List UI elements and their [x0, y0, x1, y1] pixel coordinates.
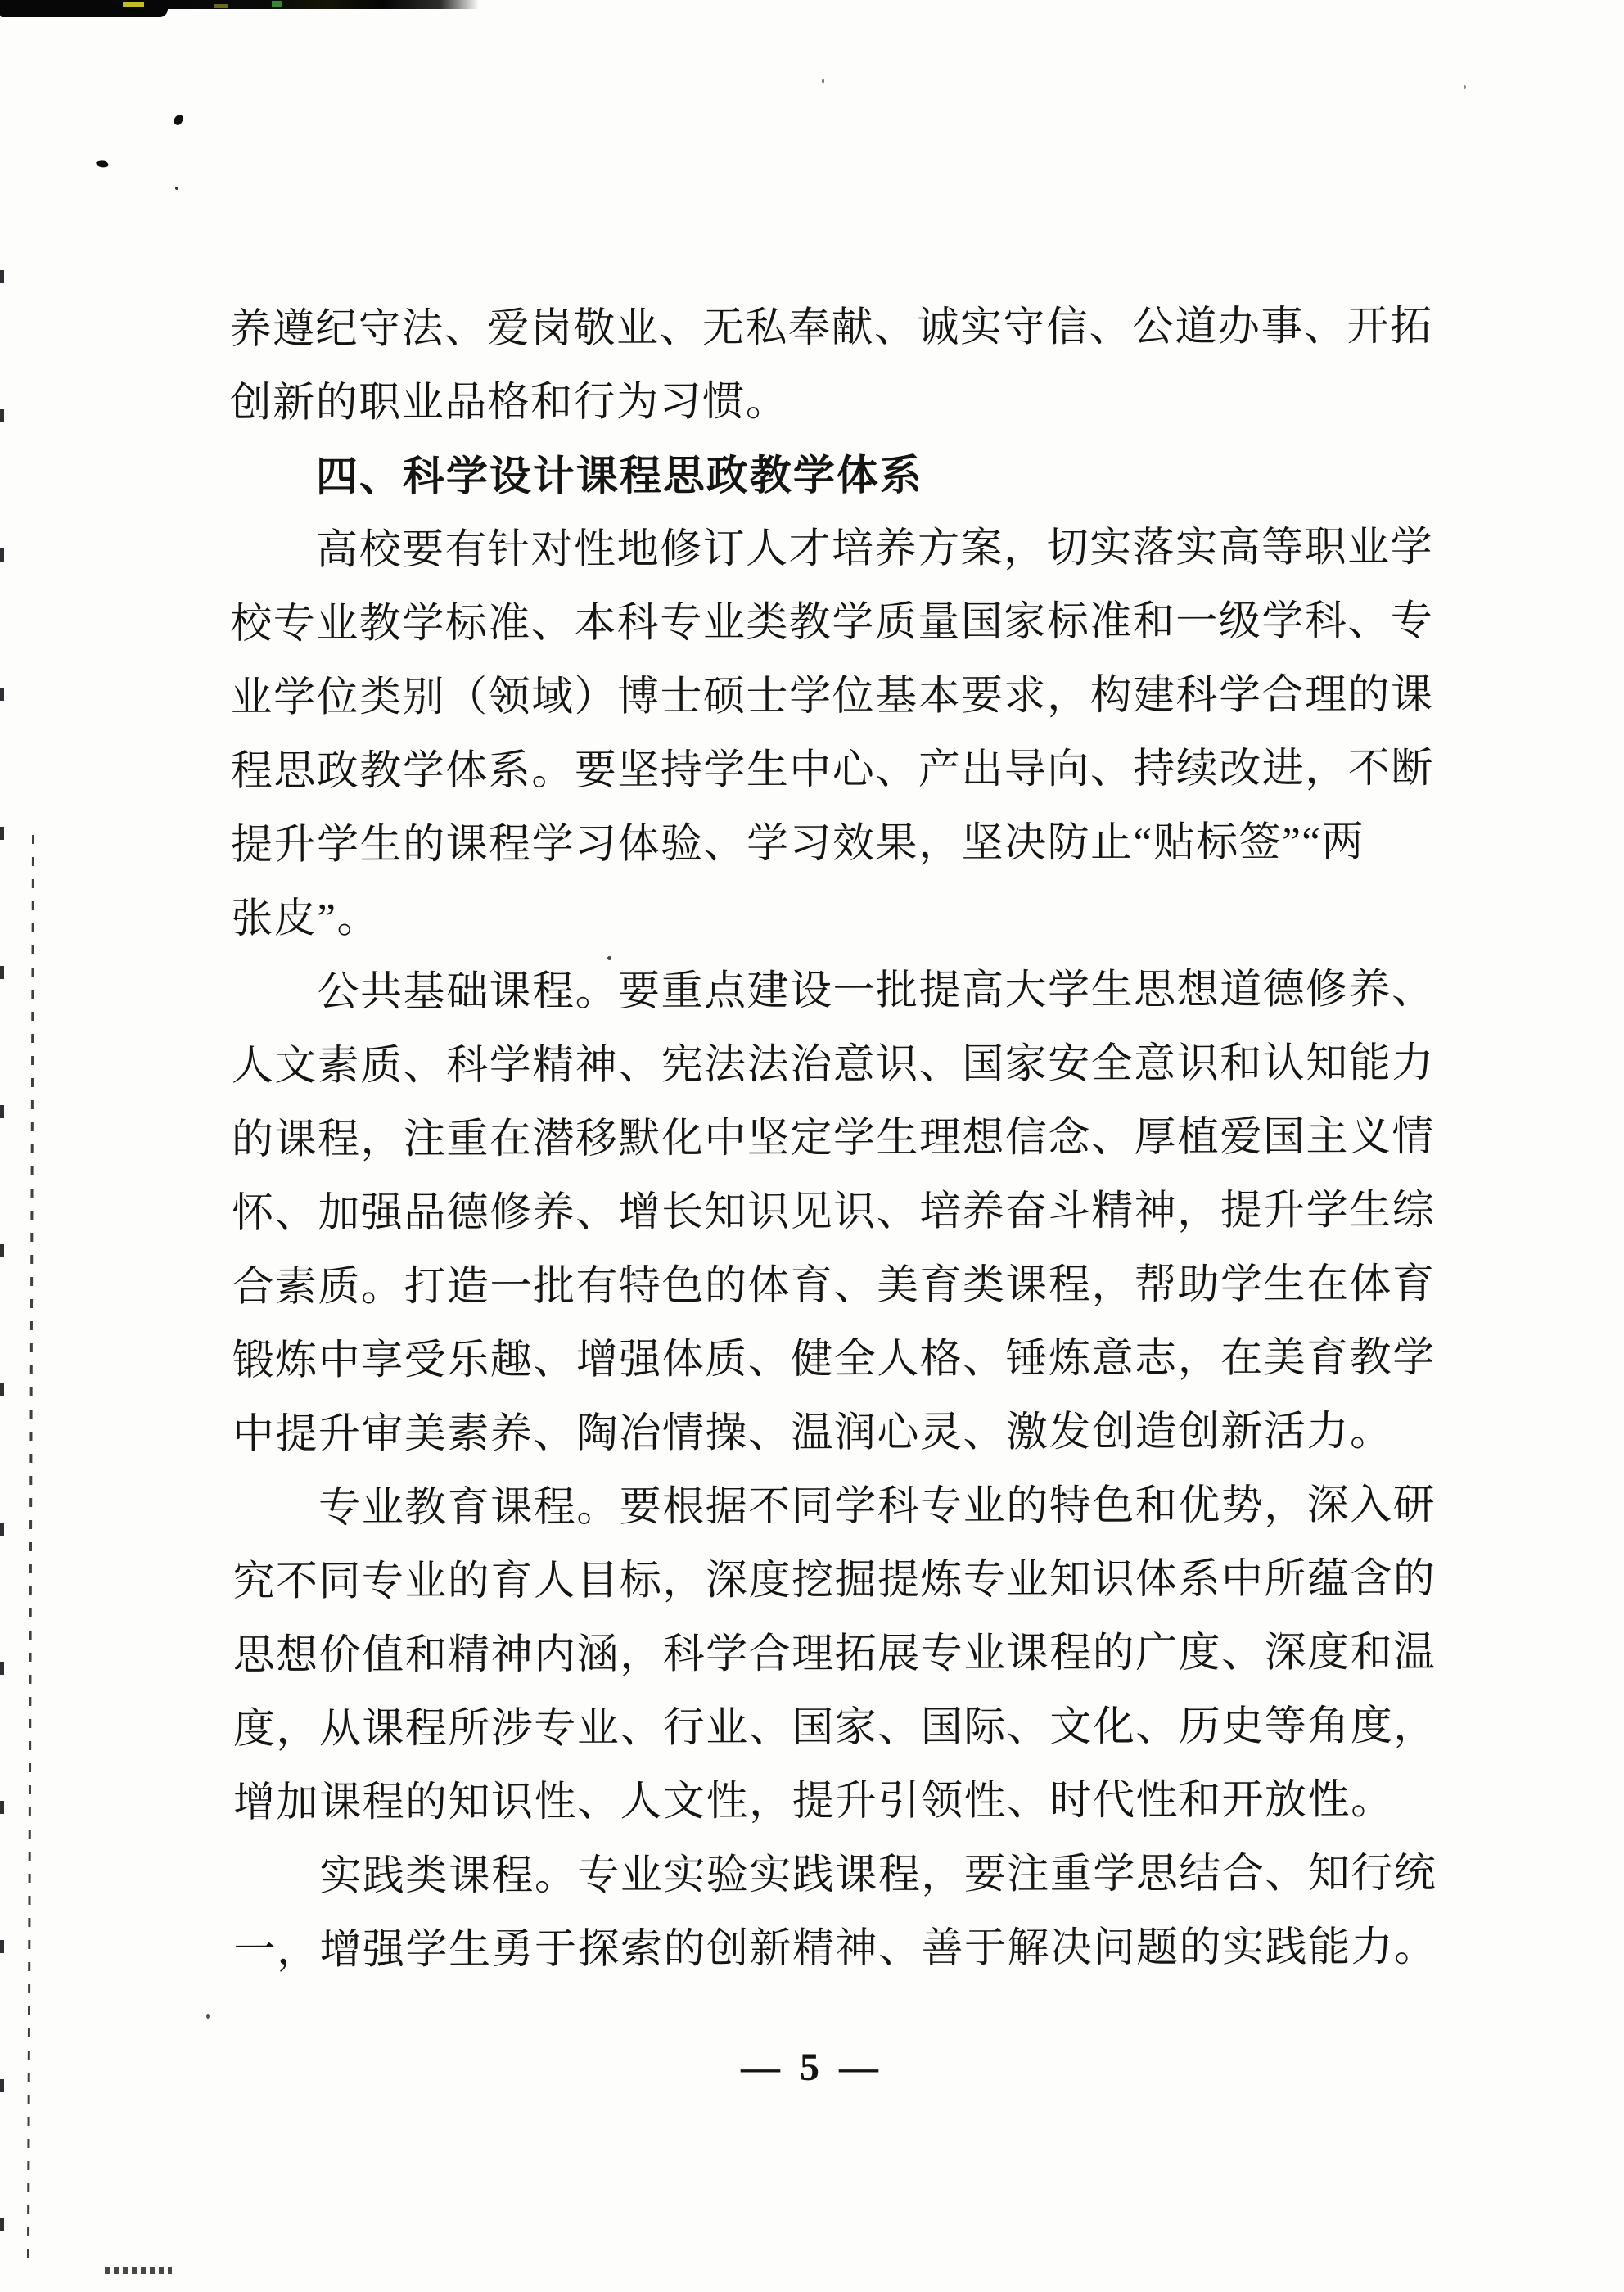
scan-artifact-ink-dot	[1464, 85, 1466, 89]
text-line: 校专业教学标准、本科专业类教学质量国家标准和一级学科、专	[230, 598, 1434, 647]
text-line: 一，增强学生勇于探索的创新精神、善于解决问题的实践能力。	[233, 1924, 1437, 1974]
text-line: 业学位类别（领域）博士硕士学位基本要求，构建科学合理的课	[230, 672, 1434, 721]
text-line: 增加课程的知识性、人文性，提升引领性、时代性和开放性。	[233, 1777, 1394, 1826]
text-line: 人文素质、科学精神、宪法法治意识、国家安全意识和认知能力	[231, 1040, 1435, 1090]
text-line: 养遵纪守法、爱岗敬业、无私奉献、诚实守信、公道办事、开拓	[229, 304, 1433, 353]
text-line: 实践类课程。专业实验实践课程，要注重学思结合、知行统	[319, 1851, 1437, 1900]
scan-artifact-ink-dot	[206, 2014, 210, 2019]
scan-artifact-ink-dot	[822, 79, 824, 83]
scan-artifact-speck	[214, 4, 228, 8]
text-line: 创新的职业品格和行为习惯。	[229, 379, 789, 426]
scan-artifact-top-bar	[0, 0, 479, 9]
text-line: 锻炼中享受乐趣、增强体质、健全人格、锤炼意志，在美育教学	[232, 1335, 1436, 1384]
text-line: 合素质。打造一批有特色的体育、美育类课程，帮助学生在体育	[232, 1261, 1436, 1311]
text-line: 的课程，注重在潜移默化中坚定学生理想信念、厚植爱国主义情	[231, 1114, 1436, 1163]
scan-artifact-ink-dot	[96, 159, 109, 169]
text-line: 度，从课程所涉专业、行业、国家、国际、文化、历史等角度，	[232, 1703, 1437, 1753]
section-heading: 四、科学设计课程思政教学体系	[315, 451, 923, 500]
page-number: — 5 —	[741, 2046, 883, 2089]
scan-artifact-ink-dot	[173, 113, 185, 126]
text-line: 思想价值和精神内涵，科学合理拓展专业课程的广度、深度和温	[232, 1630, 1437, 1679]
scan-artifact-top-bar-thick	[0, 0, 168, 17]
scan-artifact-left-edge-marks	[0, 270, 4, 2284]
scan-artifact-ink-dot	[175, 187, 178, 190]
text-line: 究不同专业的育人目标，深度挖掘提炼专业知识体系中所蕴含的	[232, 1556, 1437, 1605]
text-line: 专业教育课程。要根据不同学科专业的特色和优势，深入研	[318, 1482, 1437, 1532]
scan-artifact-speck	[272, 1, 282, 7]
text-line: 怀、加强品德修养、增长知识见识、培养奋斗精神，提升学生综	[232, 1188, 1436, 1237]
document-body	[229, 290, 1437, 1987]
text-line: 程思政教学体系。要坚持学生中心、产出导向、持续改进，不断	[230, 746, 1434, 795]
scan-artifact-speck	[123, 2, 144, 7]
text-line: 中提升审美素养、陶冶情操、温润心灵、激发创造创新活力。	[232, 1409, 1393, 1458]
text-line: 提升学生的课程学习体验、学习效果，坚决防止“贴标签”“两	[230, 819, 1365, 869]
scan-artifact-bottom-smudge	[105, 2267, 172, 2274]
text-line: 张皮”。	[231, 896, 381, 942]
text-line: 高校要有针对性地修订人才培养方案，切实落实高等职业学	[316, 525, 1434, 574]
text-line: 公共基础课程。要重点建设一批提高大学生思想道德修养、	[317, 967, 1435, 1016]
